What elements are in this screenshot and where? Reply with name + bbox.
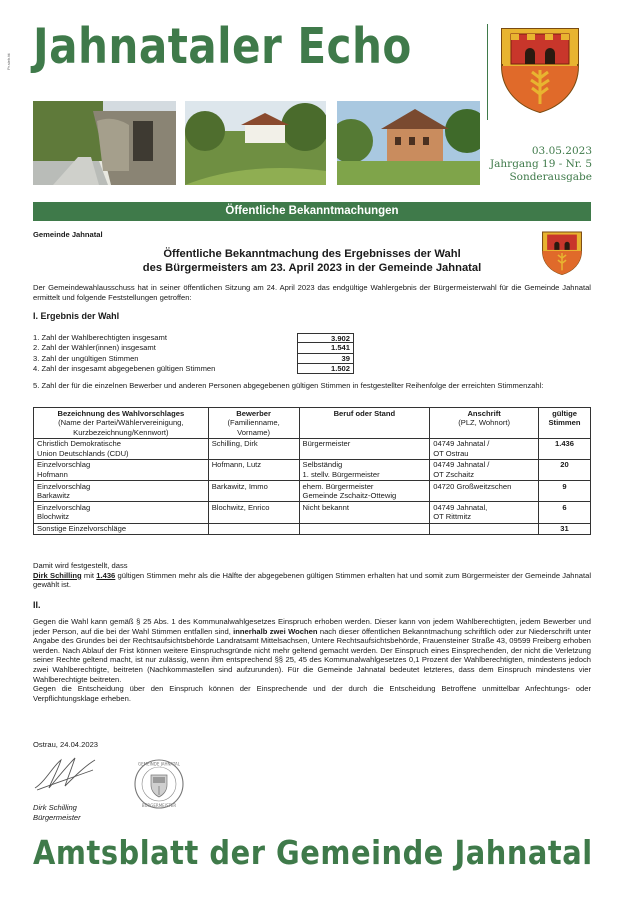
result-row — [33, 343, 353, 353]
cell-address: 04749 Jahnatal, OT Rittmitz — [430, 502, 539, 523]
winner-votes: 1.436 — [96, 570, 116, 580]
result-label: 2. Zahl der Wähler(innen) insgesamt — [33, 343, 156, 353]
col-header-address: Anschrift (PLZ, Wohnort) — [430, 408, 539, 439]
cell-address: 04720 Großweitzschen — [430, 481, 539, 502]
candidates-table — [33, 407, 591, 535]
svg-text:BÜRGERMEISTER: BÜRGERMEISTER — [141, 803, 177, 808]
cell-candidate: Barkawitz, Immo — [208, 481, 299, 502]
col-header-candidate: Bewerber (Familienname, Vorname) — [208, 408, 299, 439]
cell-proposal: Einzelvorschlag Barkawitz — [34, 481, 209, 502]
handwritten-signature — [31, 752, 101, 794]
signer-title: Bürgermeister — [33, 812, 81, 822]
issue-volume: Jahrgang 19 - Nr. 5 — [489, 158, 592, 170]
table-row — [34, 438, 591, 459]
result-label: 1. Zahl der Wahlberechtigten insgesamt — [33, 333, 167, 342]
footer-title: Amtsblatt der Gemeinde Jahnatal — [33, 833, 593, 872]
table-row — [34, 502, 591, 523]
photo-village-path — [33, 101, 176, 185]
result-row — [33, 364, 353, 374]
cell-occupation — [299, 523, 430, 535]
table-row — [34, 481, 591, 502]
declaration-text — [33, 561, 591, 590]
notice-headline — [33, 247, 591, 275]
cell-votes: 1.436 — [539, 438, 591, 459]
official-seal — [129, 757, 189, 811]
col-header-occupation: Beruf oder Stand — [299, 408, 430, 439]
municipality-label: Gemeinde Jahnatal — [33, 230, 103, 239]
issue-date: 03.05.2023 — [531, 145, 592, 157]
result-row — [33, 354, 353, 364]
table-row — [34, 459, 591, 480]
table-header-row — [34, 408, 591, 439]
table-row — [34, 523, 591, 535]
cell-candidate: Schilling, Dirk — [208, 438, 299, 459]
cell-votes: 9 — [539, 481, 591, 502]
issue-edition: Sonderausgabe — [509, 171, 592, 183]
result-value: 3.902 — [297, 333, 354, 343]
photo-village-view — [185, 101, 326, 185]
cell-address: 04749 Jahnatal / OT Zschaitz — [430, 459, 539, 480]
cell-occupation: Bürgermeister — [299, 438, 430, 459]
result-label: 3. Zahl der ungültigen Stimmen — [33, 353, 139, 363]
legal-paragraph-2: Gegen die Entscheidung über den Einspruch können der Einsprechende und der durch die Entscheidung Betroffene unmittelbar Anfechtungs- oder Verpflichtungsklage erheben. — [33, 684, 591, 703]
cell-candidate — [208, 523, 299, 535]
signer-block — [33, 803, 81, 822]
result-value: 39 — [297, 354, 354, 364]
result-value: 1.541 — [297, 343, 354, 353]
winner-name: Dirk Schilling — [33, 570, 82, 580]
section-bar: Öffentliche Bekanntmachungen — [33, 202, 591, 221]
cell-votes: 20 — [539, 459, 591, 480]
coat-of-arms-icon — [499, 26, 581, 114]
place-date: Ostrau, 24.04.2023 — [33, 740, 99, 749]
cell-occupation: Selbständig 1. stellv. Bürgermeister — [299, 459, 430, 480]
masthead-divider — [487, 24, 488, 120]
cell-votes: 6 — [539, 502, 591, 523]
result-label: 4. Zahl der insgesamt abgegebenen gültigen Stimmen — [33, 363, 216, 373]
declaration-result: Dirk Schilling mit 1.436 gültigen Stimmen mehr als die Hälfte der abgegebenen gültigen Stimmen erhalten hat und somit zum Bürgermeister der Gemeinde Jahnatal gewählt ist. — [33, 570, 592, 590]
cell-proposal: Einzelvorschlag Hofmann — [34, 459, 209, 480]
cell-candidate: Hofmann, Lutz — [208, 459, 299, 480]
cell-proposal: Christlich Demokratische Union Deutschlands (CDU) — [34, 438, 209, 459]
section-2-heading: II. — [33, 600, 41, 610]
cell-proposal: Einzelvorschlag Blochwitz — [34, 502, 209, 523]
issue-info — [490, 145, 592, 184]
photo-manor-house — [337, 101, 480, 185]
results-list — [33, 333, 353, 374]
cell-proposal: Sonstige Einzelvorschläge — [34, 523, 209, 535]
section-1-heading: I. Ergebnis der Wahl — [33, 311, 120, 321]
col-header-votes: gültige Stimmen — [539, 408, 591, 439]
coat-of-arms-small-icon — [541, 230, 583, 276]
col-header-proposal: Bezeichnung des Wahlvorschlages (Name der Partei/Wählervereinigung, Kurzbezeichnung/Kennwort) — [34, 408, 209, 439]
cell-votes: 31 — [539, 523, 591, 535]
result-row — [33, 333, 353, 343]
headline-line-1: Öffentliche Bekanntmachung des Ergebnisses der Wahl — [163, 248, 461, 260]
masthead-title: Jahnataler Echo — [33, 18, 412, 75]
result-value: 1.502 — [297, 364, 354, 374]
legal-remedy-text — [33, 617, 591, 703]
declaration-intro: Damit wird festgestellt, dass — [33, 561, 128, 570]
item-5-text: 5. Zahl der für die einzelnen Bewerber und anderen Personen abgegebenen gültigen Stimmen in festgestellter Reihenfolge der erreichten Stimmenzahl: — [33, 381, 544, 390]
cell-address — [430, 523, 539, 535]
cell-candidate: Blochwitz, Enrico — [208, 502, 299, 523]
svg-text:GEMEINDE JAHNATAL: GEMEINDE JAHNATAL — [137, 761, 181, 767]
cell-occupation: Nicht bekannt — [299, 502, 430, 523]
signer-name: Dirk Schilling — [33, 803, 77, 812]
legal-paragraph-1: Gegen die Wahl kann gemäß § 25 Abs. 1 des Kommunalwahlgesetzes Einspruch erhoben werden. Dieser kann von jedem Wahlberechtigten, jedem Bewerber und jeder Person, auf die bei der Wahl Stimmen entfallen sind, innerhalb zwei Wochen nach dieser öffentlichen Bekanntmachung schriftlich oder zur Niederschrift unter Angabe des Grundes bei der Rechtsaufsichtsbehörde Landratsamt Mittelsachsen, Untere Rechtsaufsichtsbehörde, Frauensteiner Straße 43, 09599 Freiberg erhoben werden. Nach Ablauf der Frist können weitere Einspruchsgründe nicht mehr geltend gemacht werden. Der Einspruch eines Einsprechenden, der nicht die Verletzung seiner Rechte geltend macht, ist nur zulässig, wenn ihm entsprechend §§ 25, 45 des Kommunalwahlgesetzes 0,1 Prozent der Wahlberechtigten, mindestens jedoch zwei Wahlberechtigte, beitreten (Nachkommastellen sind aufzurunden). Für die Gemeinde Jahnatal bedeutet letzteres, dass dem Einspruch mindestens vier Wahlberechtigte beitreten. — [33, 617, 591, 684]
print-identifier: Pr.sieh.ttt — [6, 53, 11, 70]
headline-line-2: des Bürgermeisters am 23. April 2023 in der Gemeinde Jahnatal — [142, 262, 482, 274]
notice-intro: Der Gemeindewahlausschuss hat in seiner öffentlichen Sitzung am 24. April 2023 das endgültige Wahlergebnis der Bürgermeisterwahl für die Gemeinde Jahnatal ermittelt und folgende Feststellungen getroffen: — [33, 283, 591, 302]
cell-address: 04749 Jahnatal / OT Ostrau — [430, 438, 539, 459]
cell-occupation: ehem. Bürgermeister Gemeinde Zschaitz-Ottewig — [299, 481, 430, 502]
